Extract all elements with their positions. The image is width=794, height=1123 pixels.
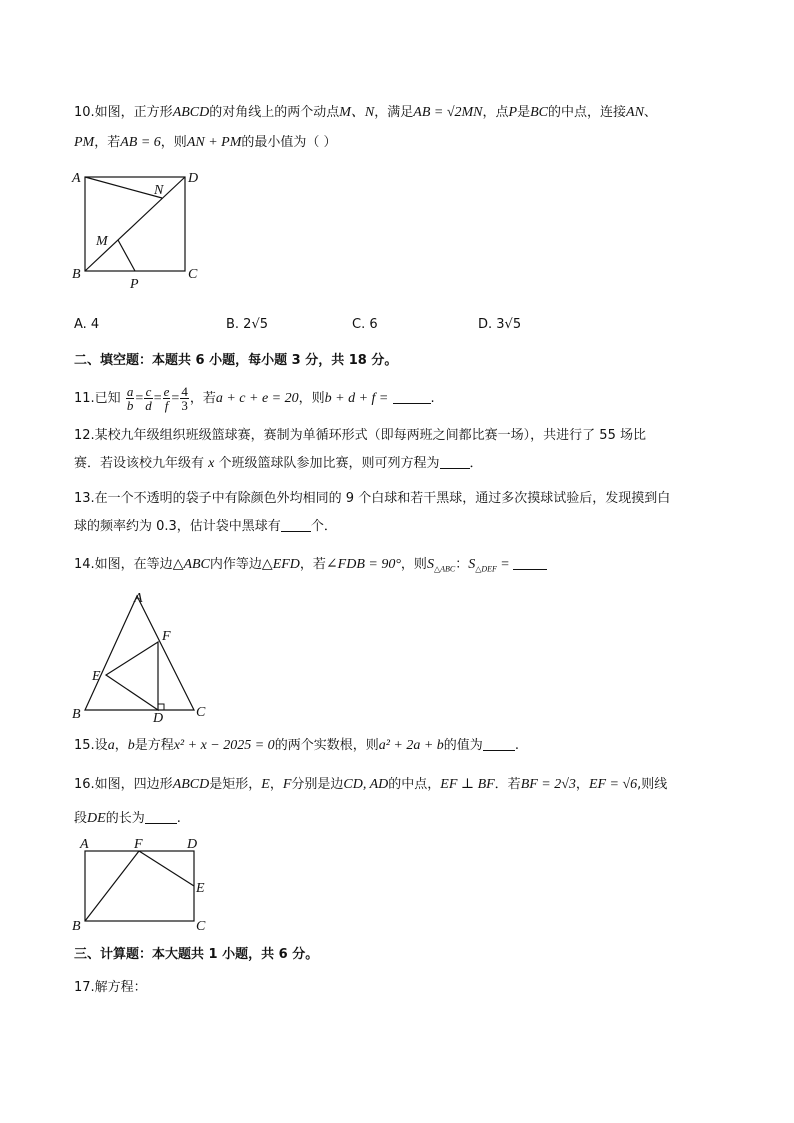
q12-line2 bbox=[74, 455, 483, 473]
q12-variable: x bbox=[208, 456, 215, 471]
q10-segment: PM bbox=[74, 135, 95, 150]
q11-line bbox=[74, 384, 435, 414]
q12-answer-blank[interactable] bbox=[440, 455, 470, 469]
q14-label-b: B bbox=[72, 707, 81, 722]
q14-label-c: C bbox=[196, 705, 206, 720]
q15-line bbox=[74, 737, 519, 755]
numerator: a bbox=[126, 384, 134, 399]
q10-option-b: B. 2√5 bbox=[226, 317, 269, 332]
q10-label-a: A bbox=[72, 171, 81, 186]
q10-point-p: P bbox=[508, 105, 518, 120]
q10-text: 的对角线上的两个动点 bbox=[209, 105, 340, 120]
q10-expression: AN + PM bbox=[186, 135, 242, 150]
q14-label-e: E bbox=[92, 669, 101, 684]
q16-text: 是矩形， bbox=[209, 777, 262, 792]
q11-target: b + d + f = bbox=[324, 391, 389, 406]
q16-rectangle-name: ABCD bbox=[172, 777, 210, 792]
q14-text: ，若 bbox=[299, 557, 326, 572]
q10-label-n: N bbox=[154, 183, 164, 198]
q15-text: ， bbox=[114, 738, 128, 753]
q14-text: 内作等边 bbox=[209, 557, 262, 572]
q10-text: ，若 bbox=[94, 135, 121, 150]
q14-area-sub: △ABC bbox=[433, 564, 456, 574]
q10-label-m: M bbox=[96, 234, 108, 249]
q10-option-a: A. 4 bbox=[74, 317, 100, 332]
q10-given: AB = 6 bbox=[120, 135, 161, 150]
q12-text: 赛．若设该校九年级有 bbox=[74, 456, 209, 471]
q16-text: 的中点， bbox=[388, 777, 441, 792]
q15-text: 的两个实数根，则 bbox=[274, 738, 379, 753]
q10-square-name: ABCD bbox=[172, 105, 210, 120]
q10-text: 的最小值为（ ） bbox=[241, 135, 337, 150]
q15-equation: x² + x − 2025 = 0 bbox=[173, 738, 275, 753]
q16-label-f: F bbox=[134, 837, 143, 852]
q16-label-b: B bbox=[72, 919, 81, 934]
q10-text: ，满足 bbox=[374, 105, 414, 120]
q12-line1: 12.某校九年级组织班级篮球赛，赛制为单循环形式（即每两班之间都比赛一场），共进行了 55 场比 bbox=[74, 428, 646, 443]
q10-text: 的中点，连接 bbox=[548, 105, 627, 120]
q11-fraction-a-b bbox=[126, 385, 135, 412]
denominator: b bbox=[126, 398, 134, 413]
q16-label-a: A bbox=[80, 837, 89, 852]
q16-label-e: E bbox=[196, 881, 205, 896]
q10-text: ，则 bbox=[160, 135, 187, 150]
q11-answer-blank[interactable] bbox=[393, 390, 431, 404]
q14-label-a: A bbox=[134, 591, 143, 606]
q14-line bbox=[74, 556, 547, 579]
q10-option-c: C. 6 bbox=[352, 317, 378, 332]
denominator: f bbox=[164, 398, 169, 413]
equals-sign: = bbox=[153, 391, 162, 406]
q10-label-c: C bbox=[188, 267, 198, 282]
q14-label-d: D bbox=[153, 711, 164, 726]
q13-line2 bbox=[74, 518, 337, 536]
q15-var-a: a bbox=[107, 738, 115, 753]
q16-bf: BF = 2√3 bbox=[520, 777, 576, 792]
q10-line1 bbox=[74, 104, 657, 122]
numerator: c bbox=[145, 384, 152, 399]
q10-line2 bbox=[74, 134, 337, 152]
q10-label-d: D bbox=[188, 171, 199, 186]
q10-text: 、 bbox=[643, 105, 657, 120]
q16-text: ,则线 bbox=[637, 777, 668, 792]
denominator: 3 bbox=[181, 398, 188, 413]
q12-text: ． bbox=[469, 456, 483, 471]
q14-figure bbox=[70, 588, 220, 726]
q17-line: 17.解方程： bbox=[74, 980, 147, 995]
q11-text: ，若 bbox=[189, 391, 216, 406]
q14-angle: ∠FDB = 90° bbox=[325, 557, 401, 572]
q14-area-sub: △DEF bbox=[475, 564, 497, 574]
q16-label-d: D bbox=[187, 837, 198, 852]
numerator: e bbox=[163, 384, 170, 399]
q15-text: 的值为 bbox=[443, 738, 483, 753]
q14-label-f: F bbox=[162, 629, 171, 644]
q10-figure bbox=[70, 168, 210, 293]
q15-expression: a² + 2a + b bbox=[378, 738, 444, 753]
q16-segment-de: DE bbox=[87, 811, 106, 826]
q16-point-f: F bbox=[282, 777, 292, 792]
q13-text: 球的频率约为 0.3，估计袋中黑球有 bbox=[74, 519, 281, 534]
q11-fraction-e-f bbox=[163, 385, 171, 412]
section-3-title: 三、计算题：本大题共 1 小题，共 6 分。 bbox=[74, 947, 319, 962]
section-2-title: 二、填空题：本题共 6 小题，每小题 3 分，共 18 分。 bbox=[74, 353, 398, 368]
q16-text: . bbox=[176, 811, 181, 826]
q16-text: ．若 bbox=[494, 777, 521, 792]
q14-text: 14.如图，在等边 bbox=[74, 557, 173, 572]
q13-answer-blank[interactable] bbox=[281, 518, 311, 532]
q16-text: 的长为 bbox=[105, 811, 145, 826]
q16-text: ， bbox=[575, 777, 589, 792]
q14-answer-blank[interactable] bbox=[513, 556, 547, 570]
q15-var-b: b bbox=[127, 738, 135, 753]
q11-text: 11.已知 bbox=[74, 391, 121, 406]
q11-fraction-4-3 bbox=[180, 385, 189, 412]
q15-text: 15.设 bbox=[74, 738, 108, 753]
q10-text: 10.如图，正方形 bbox=[74, 105, 173, 120]
q10-option-d: D. 3√5 bbox=[478, 317, 522, 332]
q14-text: ： bbox=[455, 557, 469, 572]
q11-fraction-c-d bbox=[144, 385, 153, 412]
equals-sign: = bbox=[501, 557, 509, 572]
q12-text: 个班级篮球队参加比赛，则可列方程为 bbox=[214, 456, 440, 471]
q14-area: S bbox=[468, 557, 476, 572]
q16-sides: CD, AD bbox=[343, 777, 389, 792]
q15-text: . bbox=[514, 738, 519, 753]
q16-perpendicular: EF ⊥ BF bbox=[440, 777, 495, 792]
equals-sign: = bbox=[135, 391, 144, 406]
q13-text: 个． bbox=[310, 519, 337, 534]
q13-line1: 13.在一个不透明的袋子中有除颜色外均相同的 9 个白球和若干黑球，通过多次摸球试验后，发现摸到白 bbox=[74, 491, 671, 506]
q16-point-e: E bbox=[261, 777, 270, 792]
equals-sign: = bbox=[171, 391, 180, 406]
numerator: 4 bbox=[181, 384, 188, 399]
denominator: d bbox=[145, 398, 152, 413]
q14-text: ，则 bbox=[400, 557, 427, 572]
q11-condition: a + c + e = 20 bbox=[215, 391, 299, 406]
q10-text: ，点 bbox=[482, 105, 509, 120]
q14-triangle-efd: △EFD bbox=[261, 557, 300, 572]
q16-line2 bbox=[74, 810, 181, 828]
q10-segment: AN bbox=[626, 105, 644, 120]
q10-label-p: P bbox=[130, 277, 139, 292]
q16-text: 分别是边 bbox=[291, 777, 344, 792]
q11-text: . bbox=[430, 391, 435, 406]
q16-label-c: C bbox=[196, 919, 206, 934]
q14-triangle-abc: △ABC bbox=[172, 557, 210, 572]
q16-text: 段 bbox=[74, 811, 88, 826]
q15-text: 是方程 bbox=[134, 738, 174, 753]
q14-area: S bbox=[426, 557, 434, 572]
q16-figure bbox=[70, 836, 220, 936]
q10-points: M、N bbox=[339, 105, 375, 120]
q10-side: BC bbox=[530, 105, 548, 120]
q10-text: 是 bbox=[517, 105, 531, 120]
q16-line1 bbox=[74, 776, 667, 794]
q16-text: ， bbox=[269, 777, 283, 792]
q10-condition: AB = √2MN bbox=[413, 105, 483, 120]
q10-label-b: B bbox=[72, 267, 81, 282]
q15-answer-blank[interactable] bbox=[483, 737, 515, 751]
q16-answer-blank[interactable] bbox=[145, 810, 177, 824]
q11-text: ，则 bbox=[298, 391, 325, 406]
q16-text: 16.如图，四边形 bbox=[74, 777, 173, 792]
q16-ef: EF = √6 bbox=[588, 777, 638, 792]
